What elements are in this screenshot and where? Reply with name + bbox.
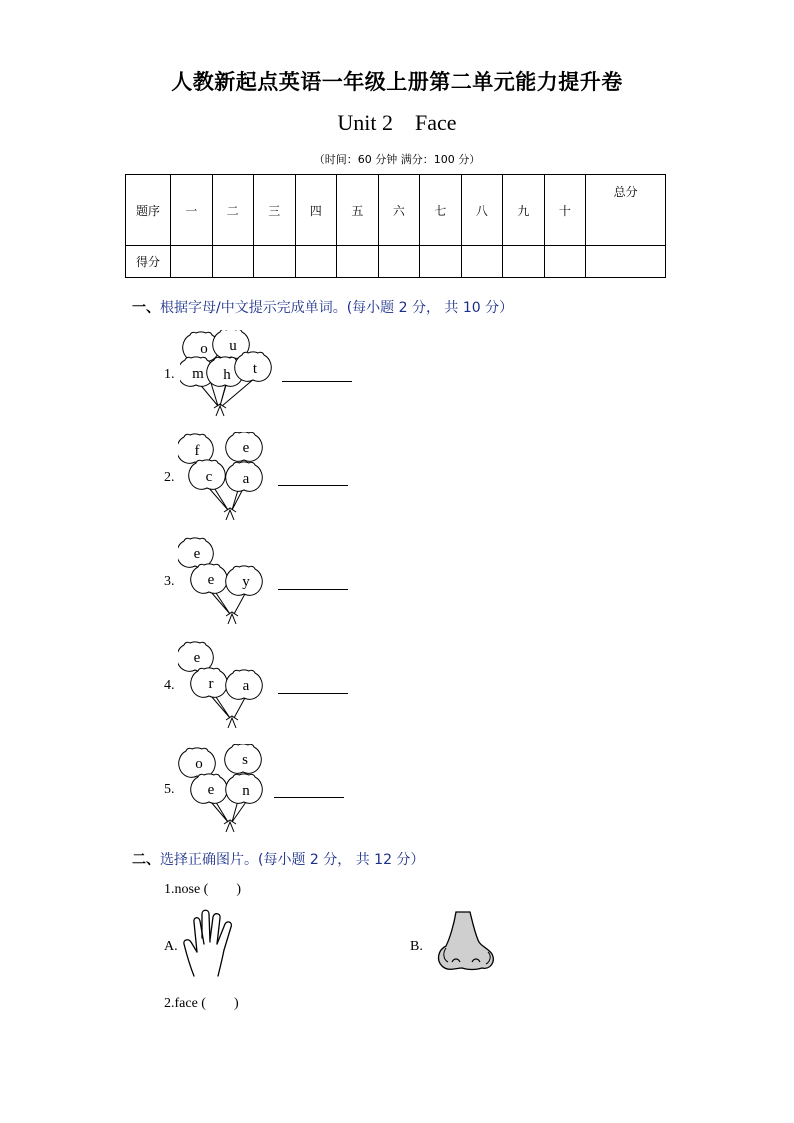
section-2-instruction: 选择正确图片。(每小题 2 分， 共 12 分） [160, 852, 425, 868]
letter: t [252, 361, 258, 377]
balloon-bunch-4 [178, 640, 278, 732]
answer-blank[interactable] [282, 381, 352, 382]
nose-picture[interactable] [434, 910, 498, 974]
col-9: 九 [503, 175, 545, 246]
score-cell[interactable] [254, 246, 296, 278]
score-cell[interactable] [544, 246, 586, 278]
col-8: 八 [461, 175, 503, 246]
row-label-score: 得分 [126, 246, 171, 278]
letter: a [242, 678, 250, 694]
letter: o [200, 341, 208, 357]
col-total: 总分 [586, 175, 666, 246]
letter: e [207, 572, 215, 588]
answer-blank[interactable] [278, 693, 348, 694]
page-title: 人教新起点英语一年级上册第二单元能力提升卷 [171, 70, 623, 94]
letter: n [242, 783, 250, 799]
score-cell[interactable] [171, 246, 213, 278]
score-cell[interactable] [212, 246, 254, 278]
letter: e [193, 650, 201, 666]
question-number: 3. [164, 574, 175, 589]
col-4: 四 [295, 175, 337, 246]
balloon-bunch-3 [178, 536, 278, 628]
section-1-heading [132, 297, 513, 317]
balloon-bunch-1 [180, 330, 280, 422]
answer-blank[interactable] [274, 797, 344, 798]
section-1-instruction: 根据字母/中文提示完成单词。(每小题 2 分， 共 10 分） [160, 300, 514, 316]
letter: e [242, 440, 250, 456]
score-cell[interactable] [295, 246, 337, 278]
col-3: 三 [254, 175, 296, 246]
question-number: 1. [164, 367, 175, 382]
letter: f [194, 443, 200, 459]
letter: s [242, 752, 248, 768]
question-number: 2. [164, 470, 175, 485]
score-cell[interactable] [337, 246, 379, 278]
col-5: 五 [337, 175, 379, 246]
balloon-bunch-2 [178, 432, 278, 524]
question-number: 5. [164, 782, 175, 797]
col-2: 二 [212, 175, 254, 246]
balloon-bunch-5 [178, 744, 278, 836]
letter: m [192, 366, 204, 382]
score-cell[interactable] [461, 246, 503, 278]
section-2-heading [132, 849, 424, 869]
section-2-number: 二、 [132, 852, 160, 868]
option-b-label[interactable]: B. [410, 939, 423, 954]
col-6: 六 [378, 175, 420, 246]
row-label-order: 题序 [126, 175, 171, 246]
section-1-number: 一、 [132, 300, 160, 316]
option-a-label[interactable]: A. [164, 939, 178, 954]
letter: r [208, 676, 214, 692]
letter: h [223, 367, 231, 383]
score-cell[interactable] [378, 246, 420, 278]
col-10: 十 [544, 175, 586, 246]
answer-blank[interactable] [278, 589, 348, 590]
letter: c [205, 469, 213, 485]
question-stem: 1.nose ( ) [164, 882, 241, 897]
letter: y [242, 574, 250, 590]
col-1: 一 [171, 175, 213, 246]
letter: a [242, 471, 250, 487]
answer-blank[interactable] [278, 485, 348, 486]
unit-title: Unit 2 Face [337, 110, 457, 135]
score-cell[interactable] [503, 246, 545, 278]
col-7: 七 [420, 175, 462, 246]
letter: u [229, 338, 237, 354]
question-number: 4. [164, 678, 175, 693]
hand-picture[interactable] [180, 908, 242, 980]
letter: o [195, 756, 203, 772]
letter: e [207, 782, 215, 798]
question-stem: 2.face ( ) [164, 996, 239, 1011]
letter: e [193, 546, 201, 562]
score-cell[interactable] [586, 246, 666, 278]
exam-info: （时间：60 分钟 满分：100 分） [313, 153, 481, 166]
score-cell[interactable] [420, 246, 462, 278]
score-table [125, 174, 666, 278]
